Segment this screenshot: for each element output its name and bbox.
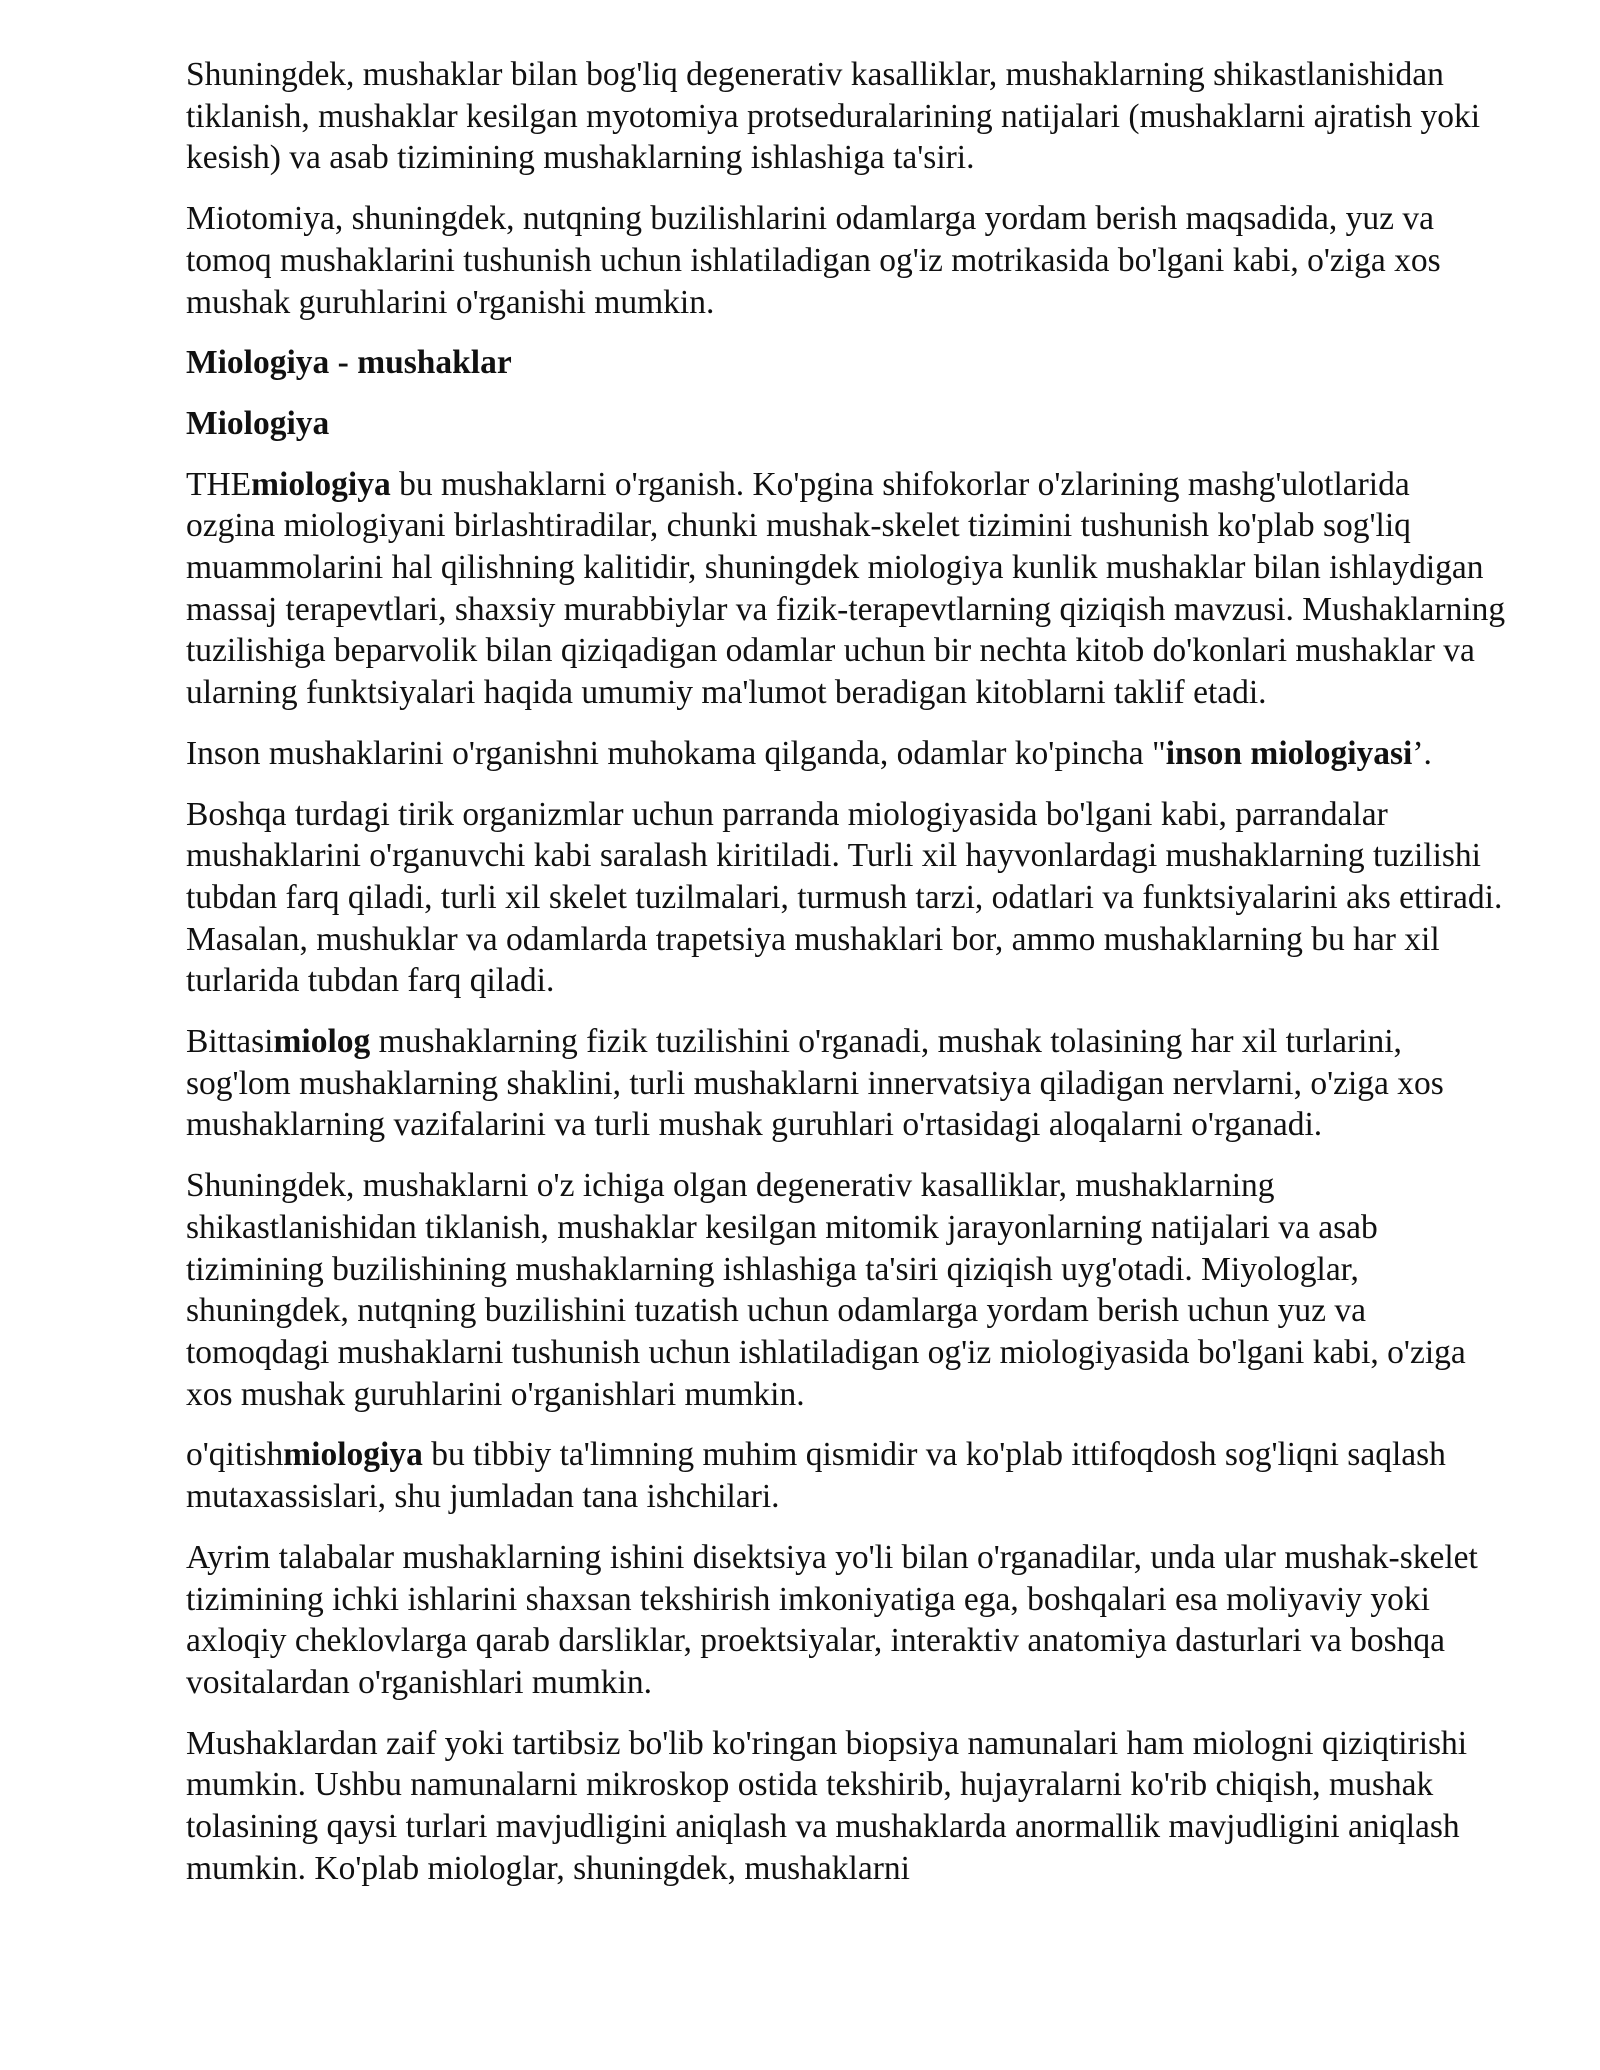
paragraph-2: Miotomiya, shuningdek, nutqning buzilishlarini odamlarga yordam berish maqsadida, yuz va tomoq mushaklarini tushunish uchun ishlatiladigan og'iz motrikasida bo'lgani kabi, o'ziga xos mushak guruhlarini o'rganishi mumkin. bbox=[186, 200, 1441, 321]
paragraph-1: Shuningdek, mushaklar bilan bog'liq degenerativ kasalliklar, mushaklarning shikastlanishidan tiklanish, mushaklar kesilgan myotomiya protseduralarining natijalari (mushaklarni ajratish yoki kesish) va asab tizimining mushaklarning ishlashiga ta'siri. bbox=[186, 56, 1481, 177]
paragraph-3-bold-term: miologiya bbox=[251, 465, 391, 503]
section-heading-miologiya: Miologiya bbox=[186, 404, 330, 442]
paragraph-6-bold-term: miolog bbox=[273, 1023, 371, 1061]
paragraph-6 bbox=[186, 1021, 1506, 1146]
paragraph-8-rest: bu tibbiy ta'limning muhim qismidir va ko'plab ittifoqdosh sog'liqni saqlash mutaxassislari, shu jumladan tana ishchilari. bbox=[186, 1436, 1446, 1516]
paragraph-8-lead: o'qitish bbox=[186, 1436, 284, 1474]
document-page bbox=[186, 54, 1506, 1908]
section-heading-miologiya-mushaklar: Miologiya - mushaklar bbox=[186, 344, 512, 382]
paragraph-4-bold-term: inson miologiyasi bbox=[1165, 734, 1413, 772]
paragraph-6-rest: mushaklarning fizik tuzilishini o'rganadi, mushak tolasining har xil turlarini, sog'lom mushaklarning shaklini, turli mushaklarni innervatsiya qiladigan nervlarni, o'ziga xos mushaklarning vazifalarini va turli mushak guruhlari o'rtasidagi aloqalarni o'rganadi. bbox=[186, 1023, 1444, 1144]
paragraph-10: Mushaklardan zaif yoki tartibsiz bo'lib ko'ringan biopsiya namunalari ham miologni qiziqtirishi mumkin. Ushbu namunalarni mikroskop ostida tekshirib, hujayralarni ko'rib chiqish, mushak tolasining qaysi turlari mavjudligini aniqlash va mushaklarda anormallik mavjudligini aniqlash mumkin. Ko'plab miologlar, shuningdek, mushaklarni bbox=[186, 1724, 1468, 1887]
paragraph-3-lead: THE bbox=[186, 465, 252, 503]
paragraph-4 bbox=[186, 733, 1506, 775]
paragraph-8-bold-term: miologiya bbox=[283, 1436, 423, 1474]
paragraph-4-lead: Inson mushaklarini o'rganishni muhokama qilganda, odamlar ko'pincha " bbox=[186, 734, 1166, 772]
paragraph-7: Shuningdek, mushaklarni o'z ichiga olgan degenerativ kasalliklar, mushaklarning shikastlanishidan tiklanish, mushaklar kesilgan mitomik jarayonlarning natijalari va asab tizimining buzilishining mushaklarning ishlashiga ta'siri qiziqish uyg'otadi. Miyologlar, shuningdek, nutqning buzilishini tuzatish uchun odamlarga yordam berish uchun yuz va tomoqdagi mushaklarni tushunish uchun ishlatiladigan og'iz miologiyasida bo'lgani kabi, o'ziga xos mushak guruhlarini o'rganishlari mumkin. bbox=[186, 1167, 1466, 1413]
paragraph-8 bbox=[186, 1434, 1506, 1517]
paragraph-4-rest: ’. bbox=[1412, 734, 1432, 772]
paragraph-3 bbox=[186, 464, 1506, 714]
paragraph-5: Boshqa turdagi tirik organizmlar uchun parranda miologiyasida bo'lgani kabi, parrandalar mushaklarini o'rganuvchi kabi saralash kiritiladi. Turli xil hayvonlardagi mushaklarning tuzilishi tubdan farq qiladi, turli xil skelet tuzilmalari, turmush tarzi, odatlari va funktsiyalarini aks ettiradi. Masalan, mushuklar va odamlarda trapetsiya mushaklari bor, ammo mushaklarning bu har xil turlarida tubdan farq qiladi. bbox=[186, 795, 1503, 1000]
paragraph-3-rest: bu mushaklarni o'rganish. Ko'pgina shifokorlar o'zlarining mashg'ulotlarida ozgina miologiyani birlashtiradilar, chunki mushak-skelet tizimini tushunish ko'plab sog'liq muammolarini hal qilishning kalitidir, shuningdek miologiya kunlik mushaklar bilan ishlaydigan massaj terapevtlari, shaxsiy murabbiylar va fizik-terapevtlarning qiziqish mavzusi. Mushaklarning tuzilishiga beparvolik bilan qiziqadigan odamlar uchun bir nechta kitob do'konlari mushaklar va ularning funktsiyalari haqida umumiy ma'lumot beradigan kitoblarni taklif etadi. bbox=[186, 465, 1506, 712]
paragraph-9: Ayrim talabalar mushaklarning ishini disektsiya yo'li bilan o'rganadilar, unda ular mushak-skelet tizimining ichki ishlarini shaxsan tekshirish imkoniyatiga ega, boshqalari esa moliyaviy yoki axloqiy cheklovlarga qarab darsliklar, proektsiyalar, interaktiv anatomiya dasturlari va boshqa vositalardan o'rganishlari mumkin. bbox=[186, 1538, 1478, 1701]
paragraph-6-lead: Bittasi bbox=[186, 1023, 274, 1061]
